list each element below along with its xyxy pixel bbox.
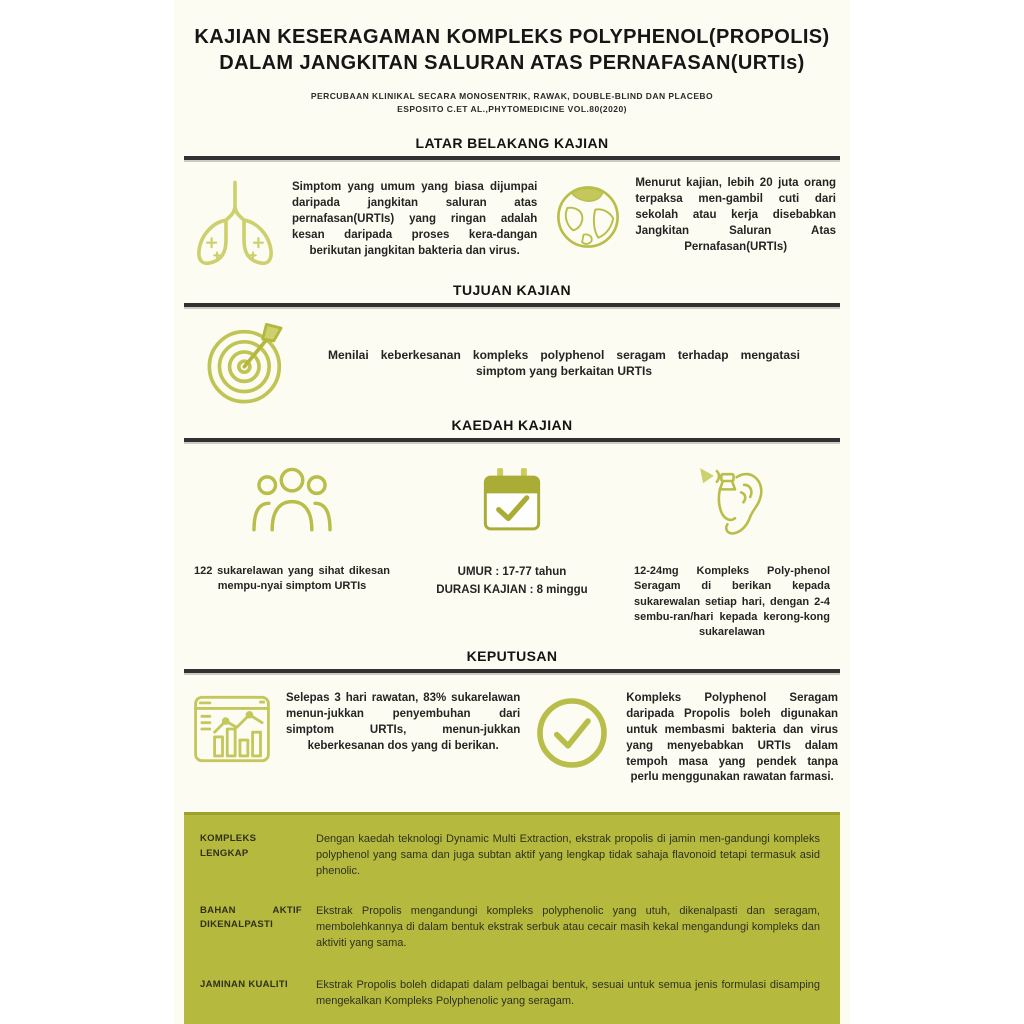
study-reference <box>176 90 848 116</box>
highlight-row-jaminan-kualiti <box>200 978 820 1010</box>
highlight-label: JAMINAN KUALITI <box>200 978 288 990</box>
method-volunteers-text: 122 sukarelawan yang sihat dikesan mempu-nyai simptom URTIs <box>194 565 390 593</box>
subtitle-line-2: ESPOSITO C.ET AL.,PHYTOMEDICINE VOL.80(2020) <box>397 103 627 114</box>
method-icon-wrap <box>475 458 549 542</box>
results-row <box>176 673 848 796</box>
infographic-poster <box>174 0 850 1024</box>
objective-text: Menilai keberkesanan kompleks polyphenol seragam terhadap mengatasi simptom yang berkaitan URTIs <box>328 347 800 379</box>
results-left-item <box>190 689 520 767</box>
section-heading-results: KEPUTUSAN <box>466 648 558 665</box>
results-right-item <box>532 689 838 786</box>
people-group-icon <box>249 462 335 538</box>
highlights-box <box>184 812 840 1024</box>
background-right-text: Menurut kajian, lebih 20 juta orang terpaksa men-gambil cuti dari sekolah atau kerja disebabkan Jangkitan Saluran Atas Pernafasan(URTIs) <box>635 177 836 253</box>
globe-icon <box>551 180 625 254</box>
method-item-volunteers <box>182 458 402 594</box>
method-duration-line: DURASI KAJIAN : 8 minggu <box>436 583 588 596</box>
objective-row <box>176 307 848 411</box>
section-heading-objective: TUJUAN KAJIAN <box>453 282 571 299</box>
method-age-line: UMUR : 17-77 tahun <box>457 566 567 579</box>
analytics-chart-icon <box>190 691 274 767</box>
background-left-text: Simptom yang umum yang biasa dijumpai daripada jangkitan saluran atas pernafasan(URTIs) yang ringan adalah kesan daripada proses kera-dangan berikutan jangkitan bakteria dan virus. <box>292 181 538 257</box>
results-left-text: Selepas 3 hari rawatan, 83% sukarelawan menun-jukkan penyembuhan dari simptom URTIs, menun-jukkan keberkesanan dos yang di berikan. <box>286 692 521 752</box>
section-heading-method: KAEDAH KAJIAN <box>451 417 573 434</box>
highlight-text: Ekstrak Propolis boleh didapati dalam pelbagai bentuk, sesuai untuk semua jenis formulasi disamping mengekalkan Kompleks Polyphenolic yang seragam. <box>316 978 820 1007</box>
method-icon-wrap <box>693 458 771 542</box>
method-dose-text: 12-24mg Kompleks Poly-phenol Seragam di berikan kepada sukarewalan setiap hari, dengan 2-4 sembu-ran/hari kepada kerong-kong sukarelawan <box>634 565 830 638</box>
highlight-label: KOMPLEKS LENGKAP <box>200 833 257 859</box>
results-right-text: Kompleks Polyphenol Seragam daripada Propolis boleh digunakan untuk membasmi bakteria dan virus yang menyebabkan URTIs dalam tempoh masa yang pendek tanpa perlu menggunakan rawatan farmasi. <box>626 692 838 784</box>
check-circle-icon <box>532 693 612 773</box>
throat-spray-icon <box>693 459 771 541</box>
target-icon <box>202 315 294 411</box>
background-row <box>176 160 848 274</box>
title-line-1: KAJIAN KESERAGAMAN KOMPLEKS POLYPHENOL(PROPOLIS) <box>194 26 830 48</box>
title-line-2: DALAM JANGKITAN SALURAN ATAS PERNAFASAN(URTIs) <box>219 52 805 75</box>
method-icon-wrap <box>249 458 335 542</box>
method-item-dose <box>622 458 842 640</box>
highlight-row-kompleks-lengkap <box>200 832 820 880</box>
method-duration-text <box>436 564 587 599</box>
section-heading-background: LATAR BELAKANG KAJIAN <box>415 135 609 152</box>
subtitle-line-1: PERCUBAAN KLINIKAL SECARA MONOSENTRIK, RAWAK, DOUBLE-BLIND DAN PLACEBO <box>310 90 714 101</box>
method-item-duration <box>402 458 622 599</box>
background-right-item <box>551 174 838 255</box>
highlight-text: Ekstrak Propolis mengandungi kompleks polyphenolic yang utuh, dikenalpasti dan seragam, membolehkannya di dalam bentuk ekstrak serbuk atau cecair masih kekal mengandungi kompleks dan aktiviti yang sama. <box>316 905 820 949</box>
highlight-label: BAHAN AKTIF DIKENALPASTI <box>200 905 302 931</box>
lungs-icon <box>190 174 280 270</box>
highlight-row-bahan-aktif <box>200 904 820 952</box>
page-title <box>176 24 848 77</box>
calendar-check-icon <box>475 462 549 538</box>
method-row <box>176 442 848 646</box>
highlight-text: Dengan kaedah teknologi Dynamic Multi Extraction, ekstrak propolis di jamin men-gandungi kompleks polyphenol yang sama dan juga subtan aktif yang lengkap tidak sahaja flavonoid tetapi termasuk asid phenolic. <box>316 833 820 878</box>
background-left-item <box>190 174 537 270</box>
